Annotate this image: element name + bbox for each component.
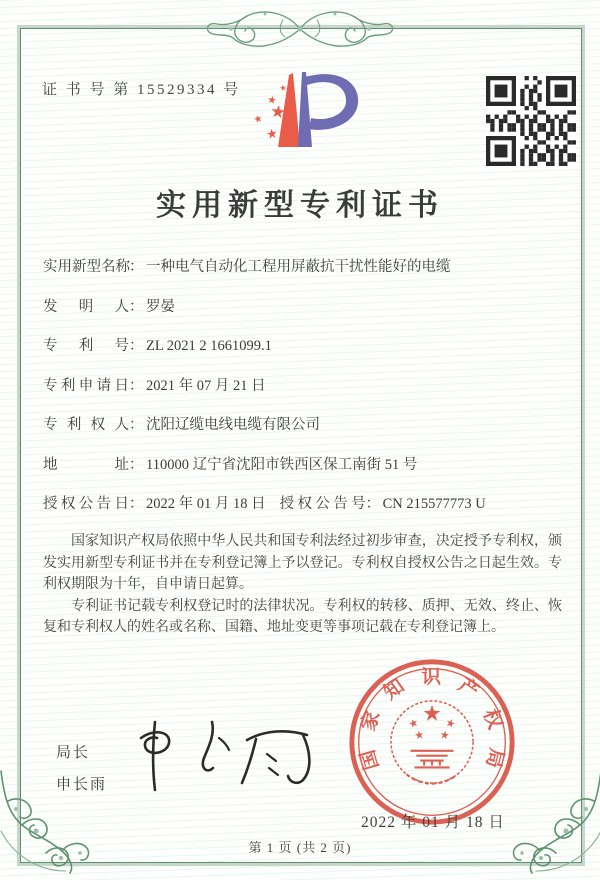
field-utility-name	[43, 256, 562, 278]
field-colon: ：	[129, 377, 144, 394]
field-colon: ：	[129, 417, 144, 433]
field-colon: ：	[129, 456, 144, 473]
commissioner-title: 局长	[56, 745, 91, 761]
field-value: ZL 2021 2 1661099.1	[146, 338, 272, 354]
field-label: 专利号	[43, 338, 129, 354]
field-colon: ：	[129, 496, 144, 512]
field-filing-date	[43, 375, 562, 397]
field-label: 专利申请日	[43, 377, 129, 394]
field-value: 一种电气自动化工程用屏蔽抗干扰性能好的电缆	[146, 259, 451, 275]
field-value: 沈阳辽缆电线电缆有限公司	[146, 417, 320, 433]
field-patent-number	[43, 335, 562, 357]
field-label: 地址	[43, 456, 129, 473]
field-label: 授权公告号	[279, 496, 366, 512]
field-value: 2022 年 01 月 18 日	[146, 496, 266, 512]
cnipa-logo-icon	[232, 68, 387, 178]
cnipa-official-seal	[346, 656, 518, 828]
field-grant-row	[43, 493, 562, 515]
national-emblem-icon	[408, 705, 456, 740]
field-label: 发明人	[43, 298, 129, 315]
qr-code	[486, 76, 576, 166]
commissioner-name: 申长雨	[56, 777, 108, 793]
border-ornament-top-icon	[155, 2, 445, 60]
page-number: 第 1 页 (共 2 页)	[248, 840, 352, 855]
certificate-fields	[43, 256, 562, 533]
seal-date: 2022 年 01 月 18 日	[361, 814, 505, 831]
field-value: 2021 年 07 月 21 日	[146, 377, 266, 394]
field-patentee	[43, 414, 562, 436]
field-value: 罗晏	[146, 298, 175, 315]
field-address	[43, 454, 562, 476]
legal-paragraph-1: 国家知识产权局依照中华人民共和国专利法经过初步审查，决定授予专利权，颁发实用新型专利证书并在专利登记簿上予以登记。专利权自授权公告之日起生效。专利权期限为十年，自申请日起算。	[43, 534, 562, 592]
legal-paragraph-2: 专利证书记载专利权登记时的法律状况。专利权的转移、质押、无效、终止、恢复和专利权人的姓名或名称、国籍、地址变更等事项记载在专利登记簿上。	[43, 598, 562, 635]
certificate-number: 证 书 号 第 15529334 号	[42, 82, 241, 98]
field-value: 110000 辽宁省沈阳市铁西区保工南街 51 号	[146, 456, 418, 473]
field-label: 授权公告日	[43, 496, 129, 512]
legal-text	[43, 531, 562, 639]
field-colon: ：	[129, 338, 144, 354]
border-ornament-bottom-right-icon	[506, 761, 600, 876]
seal-agency-text: 国家知识产权局	[357, 667, 507, 772]
field-value: CN 215577773 U	[382, 496, 486, 512]
certificate-title: 实用新型专利证书	[156, 189, 444, 222]
field-colon: ：	[365, 496, 381, 512]
commissioner-signature-icon	[115, 708, 330, 803]
field-label: 实用新型名称	[43, 259, 130, 275]
field-label: 专利权人	[43, 417, 129, 433]
field-colon: ：	[129, 259, 144, 275]
field-colon: ：	[129, 298, 144, 315]
field-inventor	[43, 296, 562, 318]
